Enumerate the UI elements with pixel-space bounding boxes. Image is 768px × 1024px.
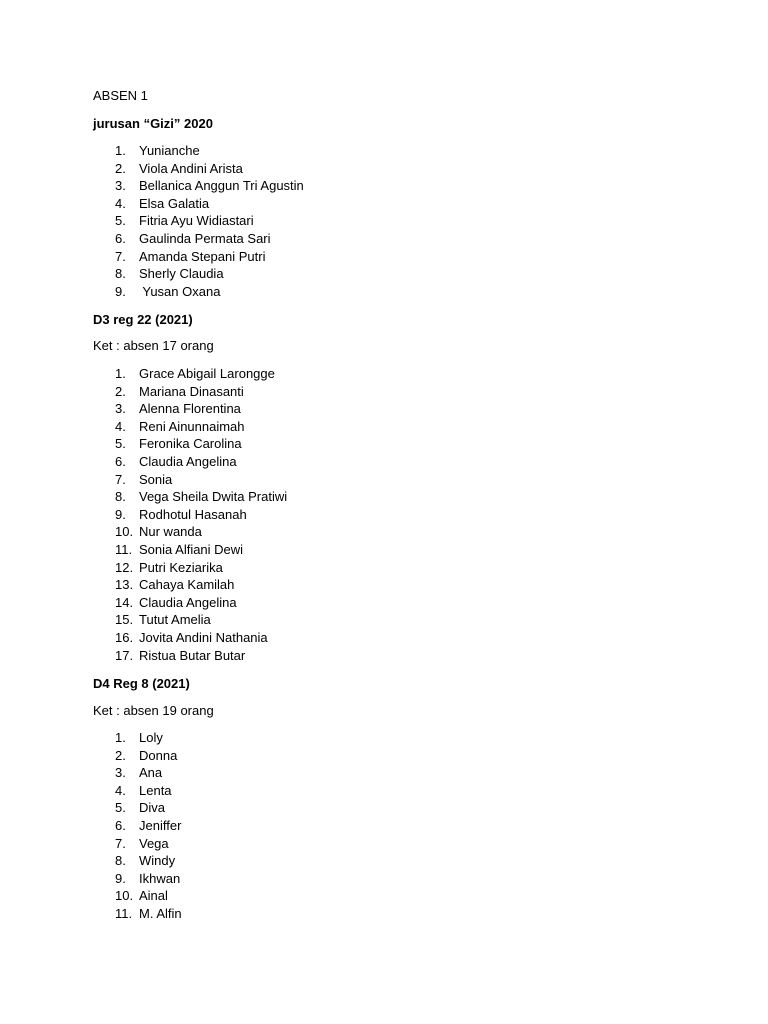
- list-item-number: 6.: [115, 453, 126, 469]
- list-item-number: 14.: [115, 594, 134, 610]
- list-item-number: 6.: [115, 817, 126, 833]
- list-item-name: Bellanica Anggun Tri Agustin: [139, 178, 304, 194]
- section-note-d4: Ket : absen 19 orang: [93, 703, 214, 718]
- list-item-number: 8.: [115, 853, 126, 869]
- list-item-number: 5.: [115, 436, 126, 452]
- list-item-number: 7.: [115, 248, 126, 264]
- list-item-number: 1.: [115, 366, 126, 381]
- list-item-number: 12.: [115, 559, 134, 575]
- list-item-name: Grace Abigail Larongge: [139, 366, 275, 381]
- list-item-number: 3.: [115, 765, 126, 781]
- list-item-number: 15.: [115, 612, 134, 628]
- list-item-number: 7.: [115, 471, 126, 487]
- list-item-number: 5.: [115, 800, 126, 816]
- section-heading-d3: D3 reg 22 (2021): [93, 312, 193, 327]
- list-item-number: 11.: [115, 905, 133, 921]
- list-item-name: Diva: [139, 800, 166, 816]
- list-item-name: Jeniffer: [139, 817, 182, 833]
- list-item-name: Claudia Angelina: [139, 594, 237, 610]
- list-item-name: Yusan Oxana: [139, 283, 221, 299]
- list-item-name: Mariana Dinasanti: [139, 383, 244, 399]
- list-item-name: Reni Ainunnaimah: [139, 418, 245, 434]
- list-item-name: Jovita Andini Nathania: [139, 629, 268, 645]
- list-item-number: 6.: [115, 230, 126, 246]
- list-item-name: Elsa Galatia: [139, 195, 210, 211]
- list-item-number: 1.: [115, 730, 126, 745]
- list-item-number: 1.: [115, 143, 126, 158]
- list-item-name: Lenta: [139, 782, 172, 798]
- list-item-name: Sherly Claudia: [139, 266, 224, 282]
- list-item-number: 5.: [115, 213, 126, 229]
- list-item-number: 4.: [115, 195, 126, 211]
- list-item-number: 4.: [115, 418, 126, 434]
- list-item-name: Ristua Butar Butar: [139, 647, 246, 663]
- list-item-number: 16.: [115, 629, 134, 645]
- list-item-name: Cahaya Kamilah: [139, 577, 235, 593]
- list-item-name: M. Alfin: [139, 905, 182, 921]
- list-item-name: Alenna Florentina: [139, 401, 241, 417]
- list-item-name: Gaulinda Permata Sari: [139, 230, 271, 246]
- list-item-number: 10.: [115, 888, 134, 904]
- list-item-name: Sonia: [139, 471, 173, 487]
- section-note-d3: Ket : absen 17 orang: [93, 338, 214, 353]
- list-item-number: 2.: [115, 747, 126, 763]
- list-item-name: Feronika Carolina: [139, 436, 242, 452]
- list-item-number: 9.: [115, 870, 126, 886]
- list-item-name: Loly: [139, 730, 163, 745]
- list-item-number: 2.: [115, 383, 126, 399]
- section-heading-d4: D4 Reg 8 (2021): [93, 676, 190, 691]
- list-item-number: 7.: [115, 835, 126, 851]
- list-item-name: Windy: [139, 853, 176, 869]
- list-item-name: Rodhotul Hasanah: [139, 506, 247, 522]
- list-item-name: Ana: [139, 765, 163, 781]
- list-item-name: Donna: [139, 747, 178, 763]
- list-item-number: 11.: [115, 541, 133, 557]
- list-item-number: 9.: [115, 283, 126, 299]
- list-item-name: Viola Andini Arista: [139, 160, 243, 176]
- list-item-name: Amanda Stepani Putri: [139, 248, 266, 264]
- list-item-number: 8.: [115, 266, 126, 282]
- list-item-name: Tutut Amelia: [139, 612, 211, 628]
- list-item-name: Fitria Ayu Widiastari: [139, 213, 254, 229]
- list-item-number: 10.: [115, 524, 134, 540]
- list-item-number: 17.: [115, 647, 134, 663]
- list-item-name: Vega: [139, 835, 169, 851]
- document-title: ABSEN 1: [93, 88, 148, 103]
- list-item-number: 2.: [115, 160, 126, 176]
- list-item-name: Ikhwan: [139, 870, 181, 886]
- list-item-number: 3.: [115, 401, 126, 417]
- list-item-name: Vega Sheila Dwita Pratiwi: [139, 489, 288, 505]
- list-item-number: 8.: [115, 489, 126, 505]
- list-item-name: Sonia Alfiani Dewi: [139, 541, 244, 557]
- list-item-name: Nur wanda: [139, 524, 202, 540]
- list-item-number: 3.: [115, 178, 126, 194]
- list-item-name: Yunianche: [139, 143, 200, 158]
- list-item-number: 4.: [115, 782, 126, 798]
- list-item-name: Putri Keziarika: [139, 559, 223, 575]
- section-heading-gizi: jurusan “Gizi” 2020: [93, 116, 213, 131]
- list-item-number: 13.: [115, 577, 134, 593]
- list-item-name: Claudia Angelina: [139, 453, 237, 469]
- list-item-name: Ainal: [139, 888, 168, 904]
- list-item-number: 9.: [115, 506, 126, 522]
